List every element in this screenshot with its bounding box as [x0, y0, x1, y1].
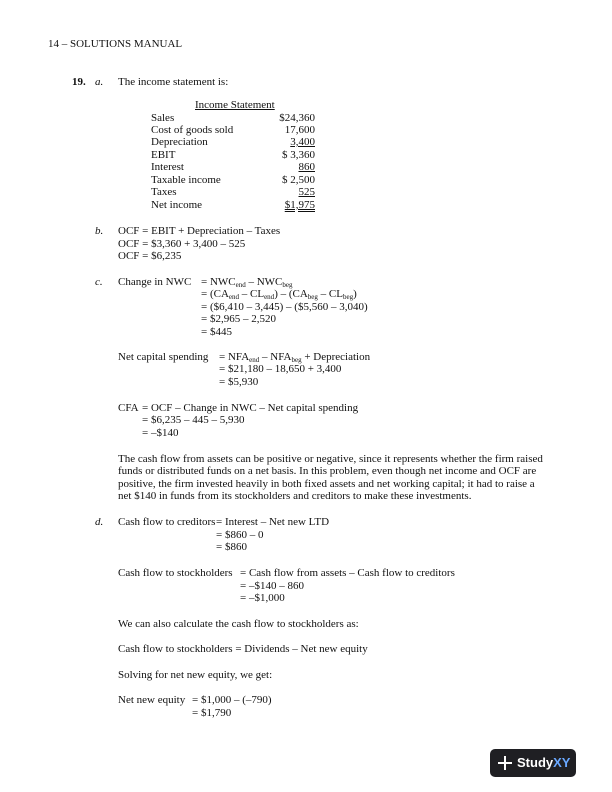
creditors-label: Cash flow to creditors — [118, 516, 216, 528]
studyxy-logo — [490, 749, 576, 777]
nwc-line: = ($6,410 – 3,445) – ($5,560 – 3,040) — [201, 301, 368, 313]
nne-line: = $1,000 – (–790) — [192, 694, 272, 706]
part-c-letter: c. — [95, 276, 103, 288]
stockholders-line: = Cash flow from assets – Cash flow to creditors — [240, 567, 455, 579]
part-b-letter: b. — [95, 225, 104, 237]
brand-name-part2: XY — [553, 755, 571, 770]
page-header: 14 – SOLUTIONS MANUAL — [48, 38, 183, 50]
part-a-intro: The income statement is: — [118, 76, 229, 88]
is-row-label: EBIT — [151, 149, 176, 161]
also-text: We can also calculate the cash flow to stockholders as: — [118, 618, 359, 630]
brand-name — [517, 756, 570, 769]
ncs-formula-line: = $NFA_{end} - NFA_{beg}$ + Depreciation — [219, 351, 371, 364]
stockholders-line: = –$1,000 — [240, 592, 285, 604]
ncs-line: = $5,930 — [219, 376, 259, 388]
cfa-label: CFA — [118, 402, 139, 414]
is-row-label: Sales — [151, 112, 175, 124]
is-row-label: Taxes — [151, 186, 177, 198]
ocf-line: OCF = $3,360 + 3,400 – 525 — [118, 238, 246, 250]
paragraph-line: The cash flow from assets can be positive or negative, since it represents whether the firm raised — [118, 453, 543, 465]
is-row-label: Net income — [151, 199, 203, 211]
solving-text: Solving for net new equity, we get: — [118, 669, 273, 681]
is-row-label: Taxable income — [151, 174, 221, 186]
cfa-line: = OCF – Change in NWC – Net capital spending — [142, 402, 359, 414]
creditors-line: = $860 — [216, 541, 247, 553]
is-row-value: 3,400 — [290, 136, 315, 148]
nwc-label: Change in NWC — [118, 276, 192, 288]
is-row-value: 860 — [298, 161, 315, 173]
nne-label: Net new equity — [118, 694, 186, 706]
part-d-letter: d. — [95, 516, 104, 528]
part-a-letter: a. — [95, 76, 104, 88]
nwc-formula-line: = $NWC_{end} - NWC_{beg}$ — [201, 276, 293, 289]
stockholders-label: Cash flow to stockholders — [118, 567, 233, 579]
is-row-label: Cost of goods sold — [151, 124, 234, 136]
ncs-label: Net capital spending — [118, 351, 209, 363]
is-row-value: $1,975 — [284, 199, 315, 211]
is-row-label: Interest — [151, 161, 184, 173]
cfa-line: = –$140 — [142, 427, 179, 439]
nne-line: = $1,790 — [192, 707, 232, 719]
stockholders-line: = –$140 – 860 — [240, 580, 304, 592]
plus-icon — [498, 756, 512, 770]
nwc-line: = $2,965 – 2,520 — [201, 313, 276, 325]
is-row-value: $ 3,360 — [282, 149, 315, 161]
nwc-formula-line: = $(CA_{end} - CL_{end}) - (CA_{beg} - CL_{beg})$ — [201, 288, 357, 301]
is-row-value: $24,360 — [279, 112, 315, 124]
dividends-text: Cash flow to stockholders = Dividends – Net new equity — [118, 643, 368, 655]
ocf-line: OCF = $6,235 — [118, 250, 182, 262]
brand-name-part1: Study — [517, 755, 554, 770]
nwc-line: = $445 — [201, 326, 232, 338]
ocf-line: OCF = EBIT + Depreciation – Taxes — [118, 225, 281, 237]
paragraph-line: positive, the firm invested heavily in both fixed assets and net working capital; it had to raise a — [118, 478, 535, 490]
is-row-value: $ 2,500 — [282, 174, 315, 186]
is-row-value: 17,600 — [284, 124, 315, 136]
paragraph-line: net $140 in funds from its stockholders and creditors to make these investments. — [118, 490, 472, 502]
income-statement-title: Income Statement — [195, 99, 275, 111]
is-row-label: Depreciation — [151, 136, 208, 148]
problem-number: 19. — [72, 76, 86, 88]
creditors-line: = $860 – 0 — [216, 529, 264, 541]
cfa-line: = $6,235 – 445 – 5,930 — [142, 414, 245, 426]
creditors-line: = Interest – Net new LTD — [216, 516, 330, 528]
is-row-value: 525 — [298, 186, 315, 198]
ncs-line: = $21,180 – 18,650 + 3,400 — [219, 363, 342, 375]
paragraph-line: funds or distributed funds on a net basis. In this problem, even though net income and OCF are — [118, 465, 537, 477]
